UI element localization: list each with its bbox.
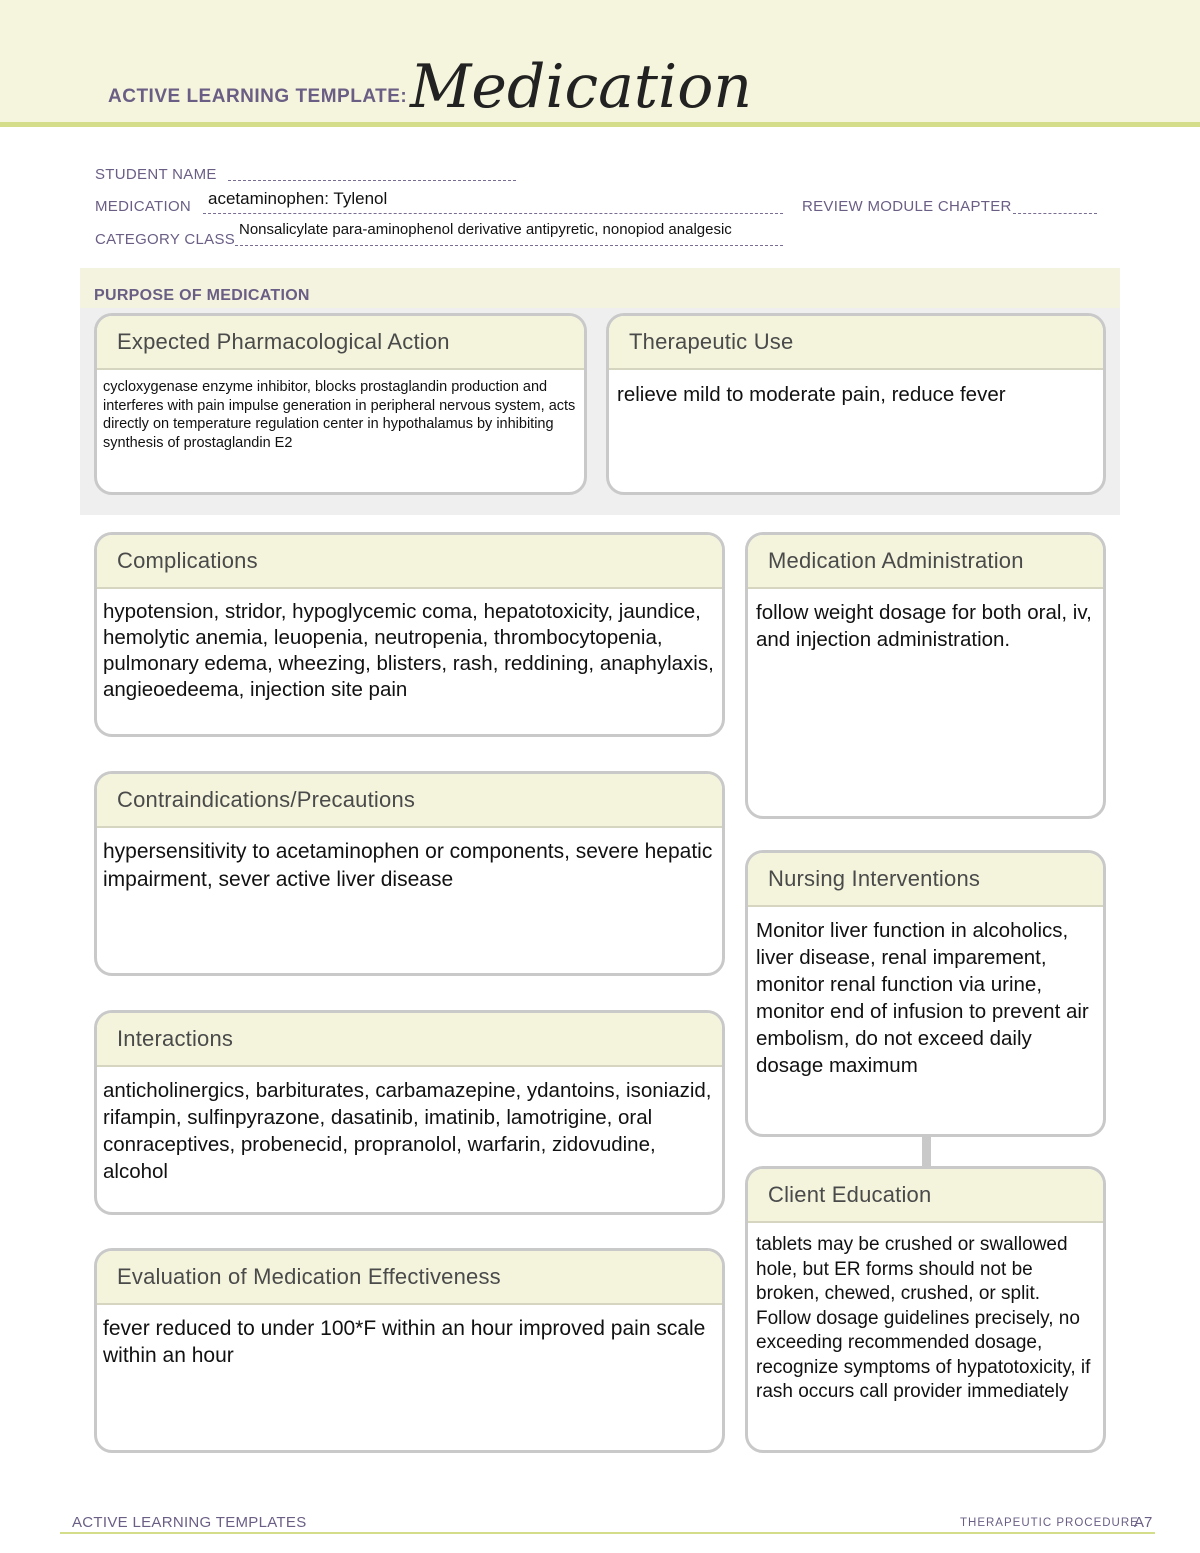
medication-field[interactable] bbox=[203, 189, 783, 214]
expected-action-heading: Expected Pharmacological Action bbox=[97, 316, 584, 370]
contraindications-card bbox=[94, 771, 725, 976]
therapeutic-use-heading: Therapeutic Use bbox=[609, 316, 1103, 370]
complications-text: hypotension, stridor, hypoglycemic coma, hepatotoxicity, jaundice, hemolytic anemia, leuopenia, neutropenia, thrombocytopenia, pulmonary edema, wheezing, blisters, rash, reddining, anaphylaxis, angieoedeema, injection site pain bbox=[103, 600, 714, 701]
connector-bar bbox=[922, 1134, 931, 1166]
contraindications-heading: Contraindications/Precautions bbox=[97, 774, 722, 828]
review-module-field[interactable] bbox=[1013, 213, 1097, 214]
administration-text: follow weight dosage for both oral, iv, and injection administration. bbox=[756, 601, 1092, 651]
interactions-card bbox=[94, 1010, 725, 1215]
nursing-card bbox=[745, 850, 1106, 1137]
footer-left: ACTIVE LEARNING TEMPLATES bbox=[72, 1514, 307, 1531]
nursing-heading: Nursing Interventions bbox=[748, 853, 1103, 907]
client-education-text: tablets may be crushed or swallowed hole, but ER forms should not be broken, chewed, crushed, or split. Follow dosage guidelines precisely, no exceeding recommended dosage, recognize symptoms of hypatotoxicity, if rash occurs call provider immediately bbox=[756, 1234, 1091, 1402]
footer-divider bbox=[60, 1532, 1155, 1534]
expected-action-text: cycloxygenase enzyme inhibitor, blocks prostaglandin production and interferes with pain impulse generation in peripheral nervous system, acts directly on temperature regulation center in hypothalamus by inhibiting synthesis of prostaglandin E2 bbox=[103, 379, 576, 451]
category-class-label: CATEGORY CLASS bbox=[95, 231, 236, 248]
interactions-text: anticholinergics, barbiturates, carbamazepine, ydantoins, isoniazid, rifampin, sulfinpyrazone, dasatinib, imatinib, lamotrigine, oral conraceptives, probenecid, propranolol, warfarin, zidovudine, alcohol bbox=[103, 1079, 712, 1183]
contraindications-text: hypersensitivity to acetaminophen or components, severe hepatic impairment, sever active liver disease bbox=[103, 840, 713, 891]
therapeutic-use-card bbox=[606, 313, 1106, 495]
nursing-text: Monitor liver function in alcoholics, liver disease, renal imparement, monitor renal function via urine, monitor end of infusion to prevent air embolism, do not exceed daily dosage maximum bbox=[756, 919, 1089, 1077]
medication-label: MEDICATION bbox=[95, 198, 192, 215]
evaluation-heading: Evaluation of Medication Effectiveness bbox=[97, 1251, 722, 1305]
client-education-heading: Client Education bbox=[748, 1169, 1103, 1223]
purpose-title: PURPOSE OF MEDICATION bbox=[94, 287, 310, 304]
evaluation-text: fever reduced to under 100*F within an hour improved pain scale within an hour bbox=[103, 1317, 706, 1367]
expected-action-card bbox=[94, 313, 587, 495]
student-name-field[interactable] bbox=[228, 180, 516, 181]
administration-card bbox=[745, 532, 1106, 819]
page-title: Medication bbox=[410, 52, 752, 122]
review-module-label: REVIEW MODULE CHAPTER bbox=[802, 198, 1012, 215]
complications-heading: Complications bbox=[97, 535, 722, 589]
client-education-card bbox=[745, 1166, 1106, 1453]
evaluation-card bbox=[94, 1248, 725, 1453]
medication-value: acetaminophen: Tylenol bbox=[208, 189, 388, 208]
category-class-field[interactable] bbox=[235, 221, 783, 246]
therapeutic-use-text: relieve mild to moderate pain, reduce fever bbox=[617, 383, 1006, 406]
student-name-label: STUDENT NAME bbox=[95, 166, 217, 183]
interactions-heading: Interactions bbox=[97, 1013, 722, 1067]
administration-heading: Medication Administration bbox=[748, 535, 1103, 589]
template-label: ACTIVE LEARNING TEMPLATE: bbox=[108, 86, 408, 107]
footer-page-number: A7 bbox=[1134, 1514, 1153, 1531]
category-class-value: Nonsalicylate para-aminophenol derivative antipyretic, nonopiod analgesic bbox=[239, 221, 732, 238]
footer-right: THERAPEUTIC PROCEDURE bbox=[960, 1517, 1139, 1529]
complications-card bbox=[94, 532, 725, 737]
